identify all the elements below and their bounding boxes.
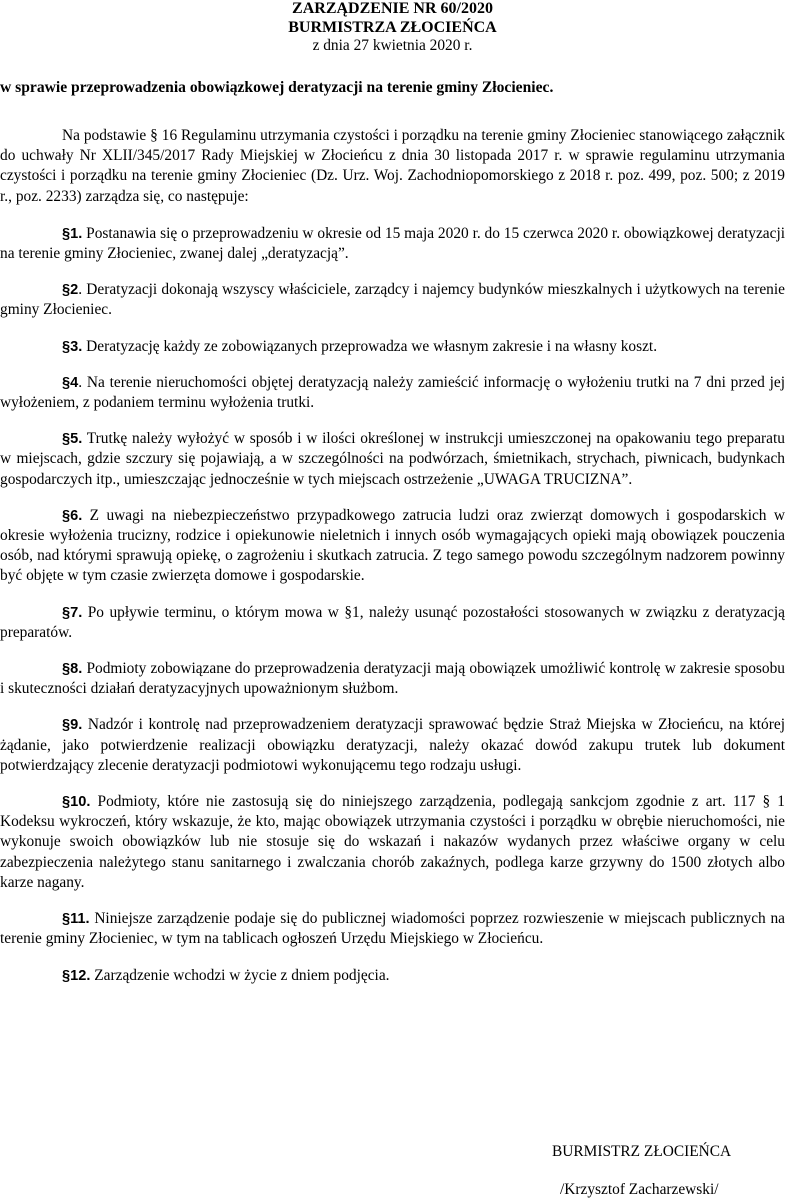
paragraph-6 — [0, 506, 785, 587]
paragraph-text: Postanawia się o przeprowadzeniu w okresie od 15 maja 2020 r. do 15 czerwca 2020 r. obowiązkowej deratyzacji na terenie gminy Złocieniec, zwanej dalej „deratyzacją”. — [0, 224, 785, 263]
paragraph-text: . Deratyzacji dokonają wszyscy właściciele, zarządcy i najemcy budynków mieszkalnych i użytkowych na terenie gminy Złocieniec. — [0, 281, 785, 319]
document-issuer: BURMISTRZA ZŁOCIEŃCA — [288, 18, 497, 36]
paragraph-number: §11. — [62, 911, 90, 928]
paragraph-8 — [0, 659, 785, 699]
paragraph-text: Trutkę należy wyłożyć w sposób i w ilości określonej w instrukcji umieszczonej na opakowaniu tego preparatu w miejscach, gdzie szczury się pojawiają, a w szczególności na podwórzach, śmietnikach, strychach, piwnicach, budynkach gospodarczych itp., umieszczając jednocześnie w tych miejscach ostrzeżenie „UWAGA TRUCIZNA”. — [0, 430, 785, 488]
document-header — [0, 0, 785, 56]
paragraph-text: Niniejsze zarządzenie podaje się do publicznej wiadomości poprzez rozwieszenie w miejscach publicznych na terenie gminy Złocieniec, w tym na tablicach ogłoszeń Urzędu Miejskiego w Złocieńcu. — [0, 910, 785, 948]
paragraph-number: §12. — [62, 967, 91, 984]
paragraph-5 — [0, 429, 785, 490]
paragraph-3 — [0, 337, 785, 357]
paragraph-number: §9. — [62, 717, 83, 734]
paragraph-text: Podmioty, które nie zastosują się do niniejszego zarządzenia, podlegają sankcjom zgodnie z art. 117 § 1 Kodeksu wykroczeń, który wskazuje, że kto, mając obowiązek utrzymania czystości i porządku w obrębie nieruchomości, nie wykonuje swoich obowiązków lub nie stosuje się do wskazań i nakazów wydanych przez właściwe organy w celu zabezpieczenia należytego stanu sanitarnego i zwalczania chorób zakaźnych, podlega karze grzywny do 1500 złotych albo karze nagany. — [0, 793, 785, 891]
paragraph-number: §10. — [62, 794, 91, 811]
paragraph-2 — [0, 280, 785, 320]
paragraph-number: §4 — [62, 374, 79, 391]
paragraph-number: §2 — [62, 282, 79, 299]
intro-paragraph: Na podstawie § 16 Regulaminu utrzymania czystości i porządku na terenie gminy Złocieniec stanowiącego załącznik do uchwały Nr XLII/345/2017 Rady Miejskiej w Złocieńcu z dnia 30 listopada 2017 r. w sprawie regulaminu utrzymania czystości i porządku na terenie gminy Złocieniec (Dz. Urz. Woj. Zachodniopomorskiego z 2018 r. poz. 499, poz. 500; z 2019 r., poz. 2233) zarządza się, co następuje: — [0, 127, 785, 205]
signature-name: /Krzysztof Zacharzewski/ — [560, 1181, 719, 1198]
paragraph-text: Zarządzenie wchodzi w życie z dniem podjęcia. — [90, 966, 390, 984]
paragraph-11 — [0, 909, 785, 949]
paragraph-number: §7. — [62, 604, 83, 621]
document-date: z dnia 27 kwietnia 2020 r. — [312, 37, 473, 54]
paragraph-9 — [0, 715, 785, 776]
signature-title: BURMISTRZ ZŁOCIEŃCA — [552, 1143, 732, 1160]
paragraph-text: . Na terenie nieruchomości objętej deratyzacją należy zamieścić informację o wyłożeniu trutki na 7 dni przed jej wyłożeniem, z podaniem terminu wyłożenia trutki. — [0, 373, 785, 412]
document-title: ZARZĄDZENIE NR 60/2020 — [292, 0, 493, 17]
paragraph-1 — [0, 224, 785, 264]
paragraph-number: §6. — [62, 507, 83, 524]
paragraph-text: Po upływie terminu, o którym mowa w §1, należy usunąć pozostałości stosowanych w związku z deratyzacją preparatów. — [0, 603, 785, 641]
document-body — [0, 126, 785, 1002]
paragraph-text: Podmioty zobowiązane do przeprowadzenia deratyzacji mają obowiązek umożliwić kontrolę w zakresie sposobu i skuteczności działań deratyzacyjnych upoważnionym służbom. — [0, 660, 785, 698]
paragraph-number: §1. — [62, 225, 83, 242]
paragraph-text: Nadzór i kontrolę nad przeprowadzeniem deratyzacji sprawować będzie Straż Miejska w Złocieńcu, na której żądanie, jako potwierdzenie realizacji obowiązku deratyzacji, należy okazać dowód zakupu trutek lub dokument potwierdzający zlecenie deratyzacji podmiotowi wykonującemu tego rodzaju usługi. — [0, 716, 785, 774]
paragraph-number: §3. — [62, 338, 83, 355]
paragraph-7 — [0, 603, 785, 643]
document-subject: w sprawie przeprowadzenia obowiązkowej deratyzacji na terenie gminy Złocieniec. — [0, 79, 554, 96]
paragraph-10 — [0, 792, 785, 893]
paragraph-number: §5. — [62, 431, 83, 448]
paragraph-4 — [0, 373, 785, 413]
paragraph-text: Deratyzację każdy ze zobowiązanych przeprowadza we własnym zakresie i na własny koszt. — [82, 337, 658, 355]
paragraph-12 — [0, 966, 785, 986]
paragraph-text: Z uwagi na niebezpieczeństwo przypadkowego zatrucia ludzi oraz zwierząt domowych i gospodarskich w okresie wyłożenia trucizny, rodzice i opiekunowie nieletnich i innych osób wymagających opieki mają obowiązek pouczenia osób, nad którymi sprawują opiekę, o zagrożeniu i skutkach zatrucia. Z tego samego powodu szczególnym nadzorem powinny być objęte w tym czasie zwierzęta domowe i gospodarskie. — [0, 506, 785, 585]
paragraph-number: §8. — [62, 661, 83, 678]
